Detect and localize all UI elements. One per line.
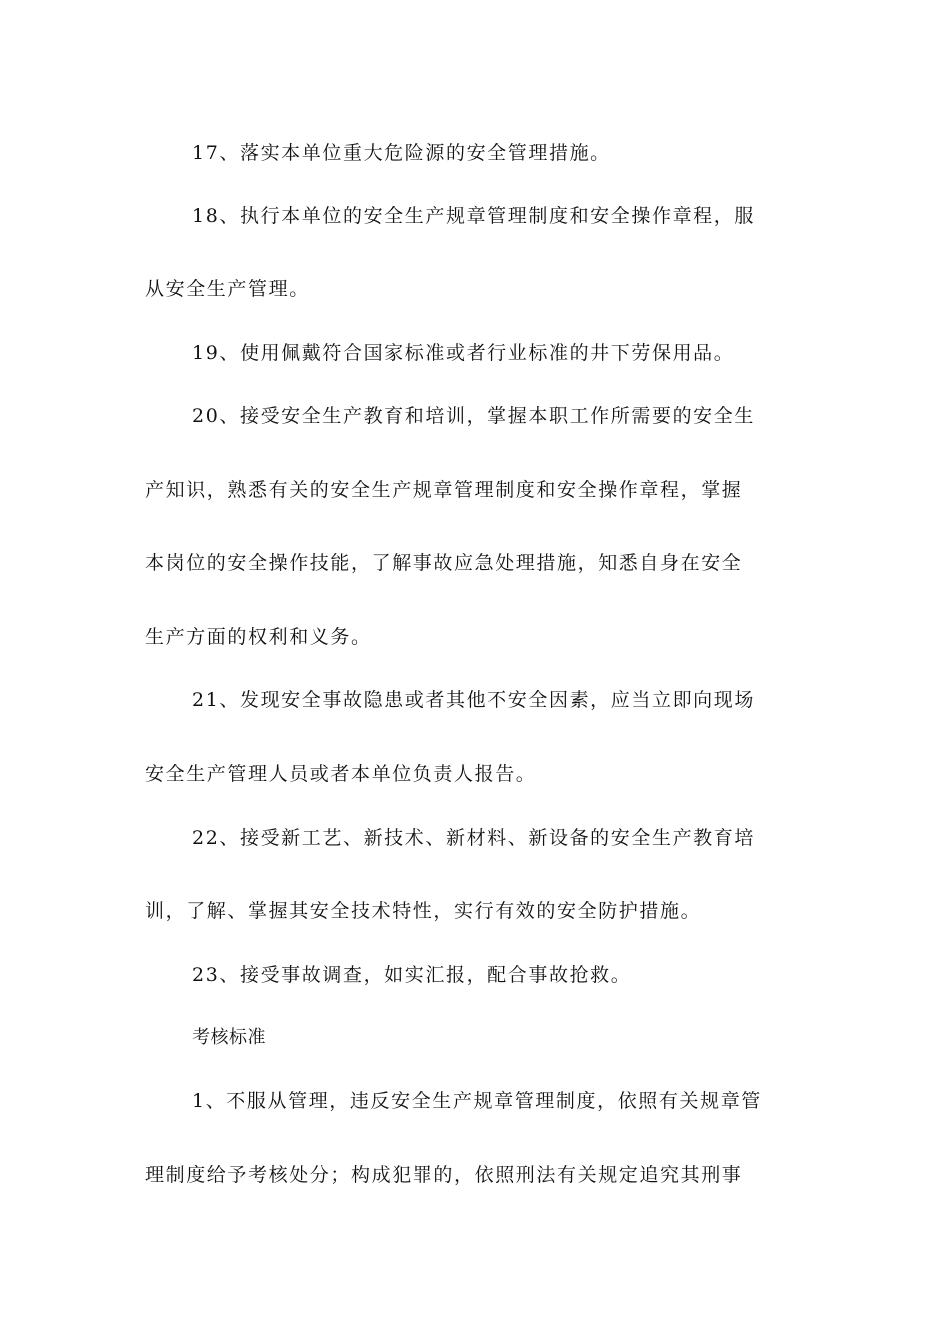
item-22-line-1: 22、接受新工艺、新技术、新材料、新设备的安全生产教育培 (192, 827, 755, 849)
item-18-line-2: 从安全生产管理。 (145, 278, 310, 300)
item-23-line-1: 23、接受事故调查，如实汇报，配合事故抢救。 (192, 964, 632, 986)
item-20-line-1: 20、接受安全生产教育和培训，掌握本职工作所需要的安全生 (192, 405, 755, 427)
item-22-line-2: 训，了解、掌握其安全技术特性，实行有效的安全防护措施。 (145, 900, 702, 922)
item-21-line-2: 安全生产管理人员或者本单位负责人报告。 (145, 763, 537, 785)
item-18-line-1: 18、执行本单位的安全生产规章管理制度和安全操作章程，服 (192, 205, 755, 227)
item-19-line-1: 19、使用佩戴符合国家标准或者行业标准的井下劳保用品。 (192, 342, 735, 364)
item-20-line-4: 生产方面的权利和义务。 (145, 626, 372, 648)
standard-1-line-2: 理制度给予考核处分；构成犯罪的，依照刑法有关规定追究其刑事 (145, 1164, 743, 1186)
item-20-line-2: 产知识，熟悉有关的安全生产规章管理制度和安全操作章程，掌握 (145, 479, 743, 501)
item-21-line-1: 21、发现安全事故隐患或者其他不安全因素，应当立即向现场 (192, 689, 755, 711)
standard-1-line-1: 1、不服从管理，违反安全生产规章管理制度，依照有关规章管 (192, 1090, 762, 1112)
section-heading: 考核标准 (192, 1027, 266, 1048)
item-17-line-1: 17、落实本单位重大危险源的安全管理措施。 (192, 142, 611, 164)
item-20-line-3: 本岗位的安全操作技能，了解事故应急处理措施，知悉自身在安全 (145, 552, 743, 574)
